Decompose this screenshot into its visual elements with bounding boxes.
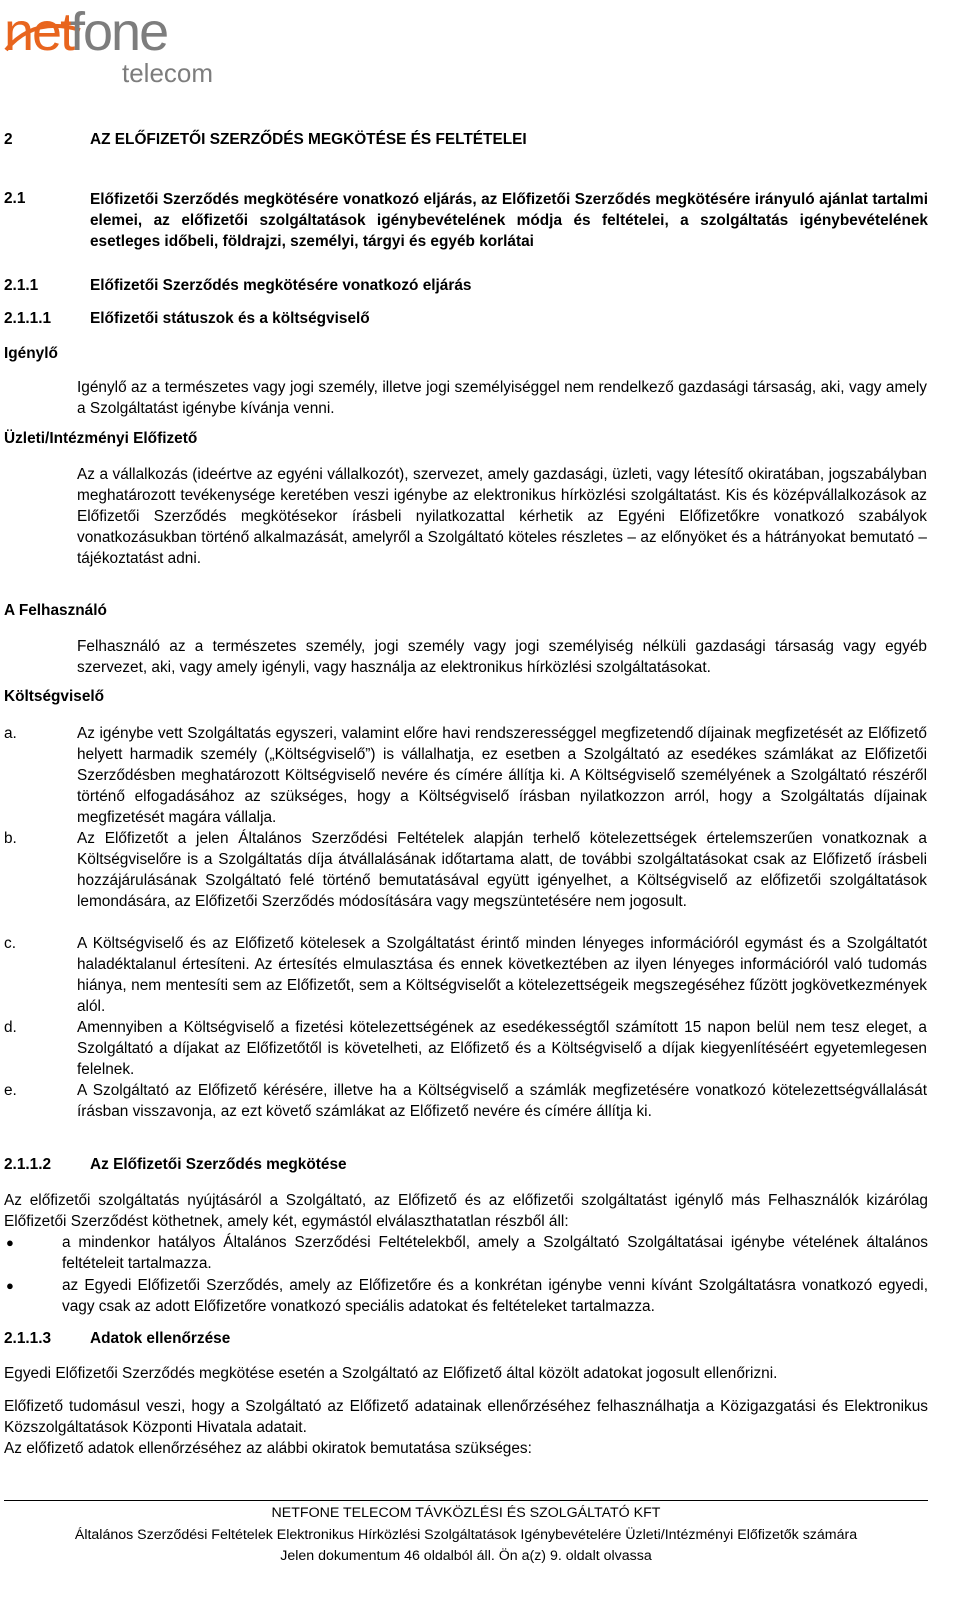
- subsection-2-1-number: 2.1: [4, 190, 26, 207]
- logo-text-fone: fone: [70, 2, 168, 62]
- logo-text-telecom: telecom: [122, 58, 214, 88]
- subsection-2-1-1-1-number: 2.1.1.1: [4, 310, 52, 327]
- footer-document-title: Általános Szerződési Feltételek Elektronikus Hírközlési Szolgáltatások Igénybevételére Üzleti/Intézményi Előfizetők számára: [74, 1527, 858, 1543]
- subsection-2-1-1-number: 2.1.1: [4, 277, 39, 294]
- bullet-icon: ●: [6, 1278, 14, 1293]
- footer-page-info: Jelen dokumentum 46 oldalból áll. Ön a(z) 9. oldalt olvassa: [280, 1548, 652, 1564]
- subsection-2-1-title: Előfizetői Szerződés megkötésére vonatkozó eljárás, az Előfizetői Szerződés megkötésére irányuló ajánlat tartalmi elemei, az előfizetői szolgáltatások igénybevételének módja és feltételei, a szolgáltatás igénybevételének esetleges időbeli, földrajzi, személyi, tárgyi és egyéb korlátai: [90, 191, 928, 250]
- footer-company: NETFONE TELECOM TÁVKÖZLÉSI ÉS SZOLGÁLTATÓ KFT: [271, 1505, 661, 1521]
- list-item-label: e.: [4, 1082, 17, 1099]
- list-item-text: Amennyiben a Költségviselő a fizetési kötelezettségének az esedékességtől számított 15 napon belül nem tesz eleget, a Szolgáltató a díjakat az Előfizetőtől is követelheti, az Előfizető és a Költségviselő a díjak kiegyenlítéséért egyetemlegesen felelnek.: [77, 1019, 927, 1078]
- subsection-2-1-1-2-number: 2.1.1.2: [4, 1156, 52, 1173]
- logo-text-net: net: [4, 2, 74, 62]
- uzleti-heading: Üzleti/Intézményi Előfizető: [4, 430, 198, 447]
- uzleti-text: Az a vállalkozás (ideértve az egyéni vállalkozót), szervezet, amely gazdasági, üzleti, vagy létesítő okiratában, jogszabályban meghatározott tevékenysége keretében veszi igénybe az elektronikus hírközlési szolgáltatást. Kis és középvállalkozások az Előfizetői Szerződés megkötésekor írásbeli nyilatkozattal kérhetik az Egyéni Előfizetőkre vonatkozó szabályok vonatkozásukban történő alkalmazását, amelyről a Szolgáltató köteles részletes – az előnyöket és a hátrányokat bemutató – tájékoztatást adni.: [77, 466, 927, 567]
- company-logo: [4, 2, 234, 92]
- list-item-text: A Szolgáltató az Előfizető kérésére, illetve ha a Költségviselő a számlák megfizetésére vonatkozó kötelezettségvállalását írásban visszavonja, az ezt követő számlákat az Előfizető nevére és címére állítja ki.: [77, 1082, 927, 1120]
- list-item-text: Az igénybe vett Szolgáltatás egyszeri, valamint előre havi rendszerességgel megfizetendő díjainak megfizetését az Előfizető helyett harmadik személy („Költségviselő”) is vállalhatja, ez esetben a Szolgáltató az esedékes számlákat az Előfizetői Szerződésben meghatározott Költségviselő nevére és címére állítja ki. A Költségviselő személyének a Szolgáltató részéről történő elfogadásához az szükséges, hogy a Költségviselő írásban nyilatkozzon arról, hogy a Szolgáltatás díjainak megfizetését magára vállalja.: [77, 725, 927, 826]
- adatok-paragraph-2: Előfizető tudomásul veszi, hogy a Szolgáltató az Előfizető adatainak ellenőrzéséhez felhasználhatja a Közigazgatási és Elektronikus Közszolgáltatások Központi Hivatala adatait.: [4, 1398, 928, 1436]
- felhasznalo-heading: A Felhasználó: [4, 602, 107, 619]
- igenylo-text: Igénylő az a természetes vagy jogi személy, illetve jogi személyiséggel nem rendelkező gazdasági társaság, aki, vagy amely a Szolgáltatást igénybe kívánja venni.: [77, 379, 927, 417]
- adatok-paragraph-3: Az előfizető adatok ellenőrzéséhez az alábbi okiratok bemutatása szükséges:: [4, 1440, 532, 1457]
- list-item-label: b.: [4, 830, 17, 847]
- igenylo-heading: Igénylő: [4, 345, 58, 362]
- list-item-label: d.: [4, 1019, 17, 1036]
- bullet-icon: ●: [6, 1235, 14, 1250]
- list-item-text: A Költségviselő és az Előfizető kötelesek a Szolgáltatást érintő minden lényeges információról egymást és a Szolgáltatót haladéktalanul értesíteni. Az értesítés elmulasztása és ennek következtében az ilyen lényeges információról való tudomás hiánya, nem mentesíti sem az Előfizetőt, sem a Költségviselőt a kötelezettségeik megszegéséhez fűzött jogkövetkezmények alól.: [77, 935, 927, 1015]
- subsection-2-1-1-title: Előfizetői Szerződés megkötésére vonatkozó eljárás: [90, 277, 472, 294]
- bullet-item-text: az Egyedi Előfizetői Szerződés, amely az Előfizetőre és a konkrétan igénybe venni kívánt Szolgáltatásra vonatkozó egyedi, vagy csak az adott Előfizetőre vonatkozó speciális adatokat és feltételeket tartalmazza.: [62, 1277, 928, 1315]
- section-number: 2: [4, 131, 13, 148]
- list-item-label: c.: [4, 935, 16, 952]
- subsection-2-1-1-1-title: Előfizetői státuszok és a költségviselő: [90, 310, 370, 327]
- bullet-item-text: a mindenkor hatályos Általános Szerződési Feltételekből, amely a Szolgáltató Szolgáltatásai igénybe vételének általános feltételeit tartalmazza.: [62, 1234, 928, 1272]
- koltsegviselo-heading: Költségviselő: [4, 688, 105, 705]
- subsection-2-1-1-3-number: 2.1.1.3: [4, 1330, 52, 1347]
- list-item-label: a.: [4, 725, 17, 742]
- felhasznalo-text: Felhasználó az a természetes személy, jogi személy vagy jogi személyiség nélküli gazdasági társaság vagy egyéb szervezet, aki, vagy amely igényli, vagy használja az elektronikus hírközlési szolgáltatásokat.: [77, 638, 927, 676]
- list-item-text: Az Előfizetőt a jelen Általános Szerződési Feltételek alapján terhelő kötelezettségek értelemszerűen vonatkoznak a Költségviselőre is a Szolgáltatás díja átvállalásának időtartama alatt, de további szolgáltatásokat csak az Előfizető írásbeli hozzájárulásának Szolgáltató felé történő bemutatásával együtt igényelhet, a Költségviselő az előfizetői szolgáltatások lemondására, az Előfizetői Szerződés módosítására vagy megszüntetésére nem jogosult.: [77, 830, 927, 910]
- footer-divider: [4, 1500, 928, 1501]
- subsection-2-1-1-2-title: Az Előfizetői Szerződés megkötése: [90, 1156, 347, 1173]
- subsection-2-1-1-3-title: Adatok ellenőrzése: [90, 1330, 231, 1347]
- section-title: AZ ELŐFIZETŐI SZERZŐDÉS MEGKÖTÉSE ÉS FELTÉTELEI: [90, 131, 527, 148]
- adatok-paragraph-1: Egyedi Előfizetői Szerződés megkötése esetén a Szolgáltató az Előfizető által közölt adatokat jogosult ellenőrizni.: [4, 1365, 778, 1382]
- szerzodes-intro: Az előfizetői szolgáltatás nyújtásáról a Szolgáltató, az Előfizető és az előfizetői szolgáltatást igénylő más Felhasználók kizárólag Előfizetői Szerződést köthetnek, amely két, egymástól elválaszthatatlan részből áll:: [4, 1192, 928, 1230]
